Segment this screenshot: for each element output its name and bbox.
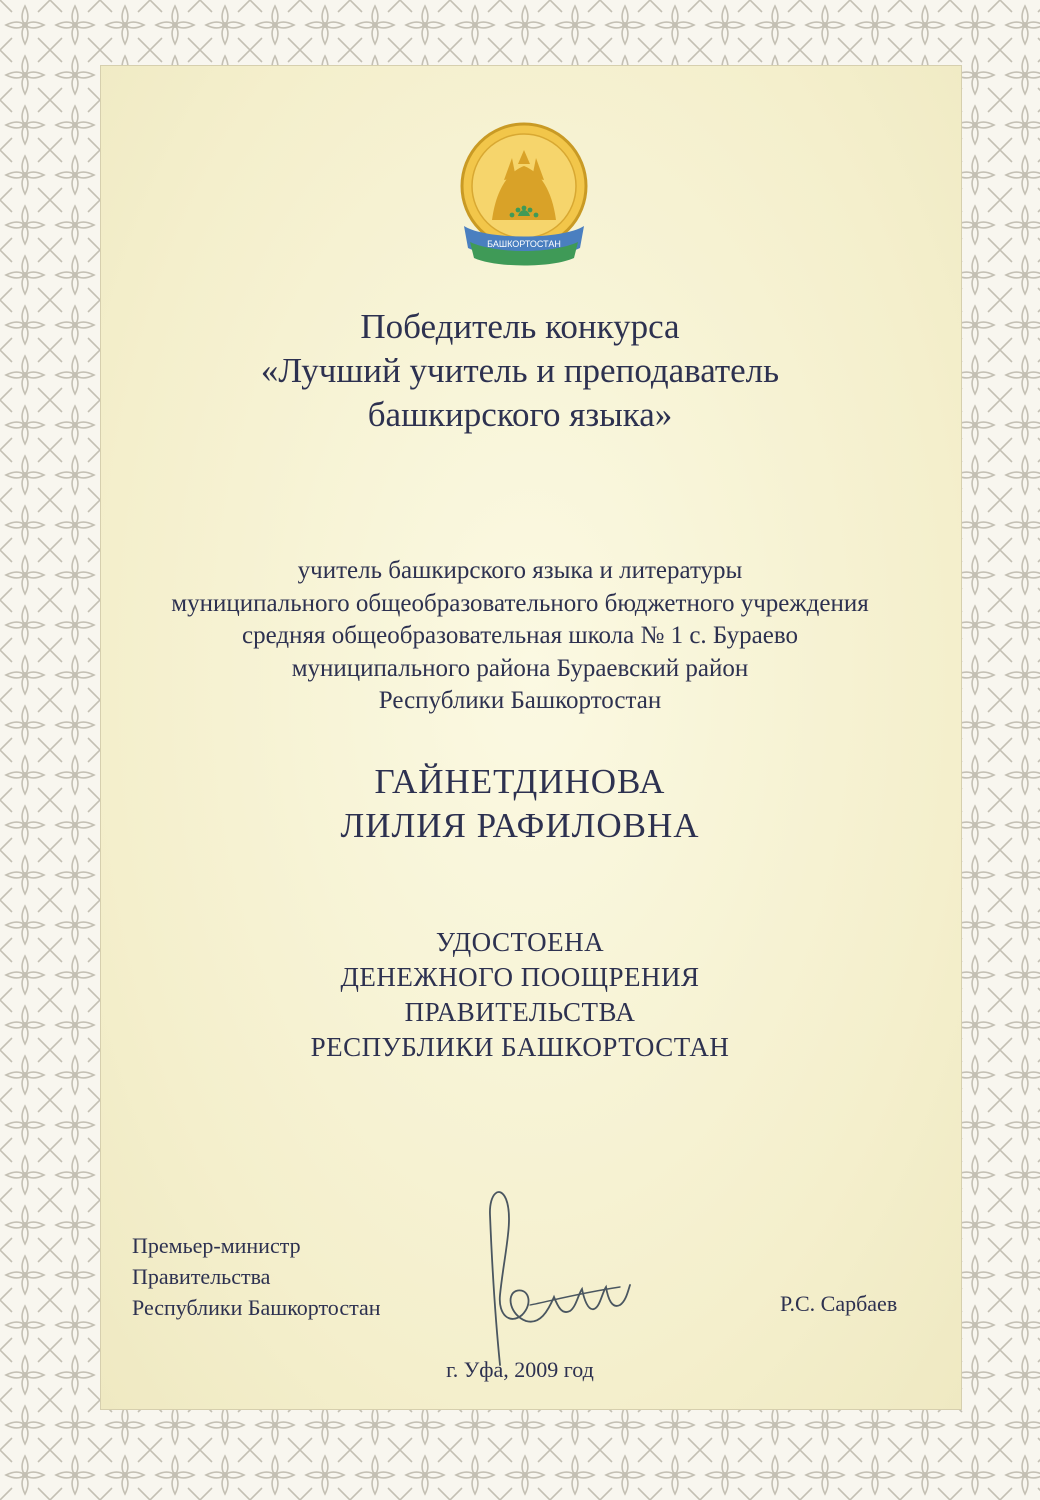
- award-line: ПРАВИТЕЛЬСТВА: [404, 997, 636, 1027]
- name-line: ЛИЛИЯ РАФИЛОВНА: [340, 806, 700, 845]
- description-line: Республики Башкортостан: [378, 687, 662, 714]
- signatory-position: [132, 1230, 381, 1323]
- award-line: УДОСТОЕНА: [435, 927, 605, 957]
- description-line: муниципального района Бураевский район: [291, 654, 749, 682]
- award-line: РЕСПУБЛИКИ БАШКОРТОСТАН: [310, 1032, 730, 1062]
- title-line: башкирского языка»: [367, 395, 673, 434]
- bashkortostan-emblem: [452, 120, 596, 270]
- handwritten-signature: [470, 1175, 640, 1385]
- award-line: ДЕНЕЖНОГО ПООЩРЕНИЯ: [340, 962, 700, 992]
- description-line: учитель башкирского языка и литературы: [297, 557, 743, 584]
- signatory-name: Р.С. Сарбаев: [780, 1291, 898, 1316]
- position-line: Правительства: [132, 1264, 271, 1289]
- description-line: муниципального общеобразовательного бюджетного учреждения: [171, 589, 869, 617]
- award-statement: [0, 925, 1040, 1065]
- award-title: [0, 305, 1040, 437]
- title-line: Победитель конкурса: [360, 307, 680, 346]
- name-line: ГАЙНЕТДИНОВА: [374, 762, 666, 801]
- place-and-date: г. Уфа, 2009 год: [446, 1357, 594, 1382]
- recipient-name: [0, 760, 1040, 848]
- emblem-inscription: БАШКОРТОСТАН: [487, 239, 561, 249]
- recipient-description: [0, 555, 1040, 718]
- title-line: «Лучший учитель и преподаватель: [260, 351, 780, 390]
- description-line: средняя общеобразовательная школа № 1 с. Бураево: [242, 622, 798, 649]
- position-line: Премьер-министр: [132, 1233, 301, 1258]
- position-line: Республики Башкортостан: [132, 1295, 381, 1320]
